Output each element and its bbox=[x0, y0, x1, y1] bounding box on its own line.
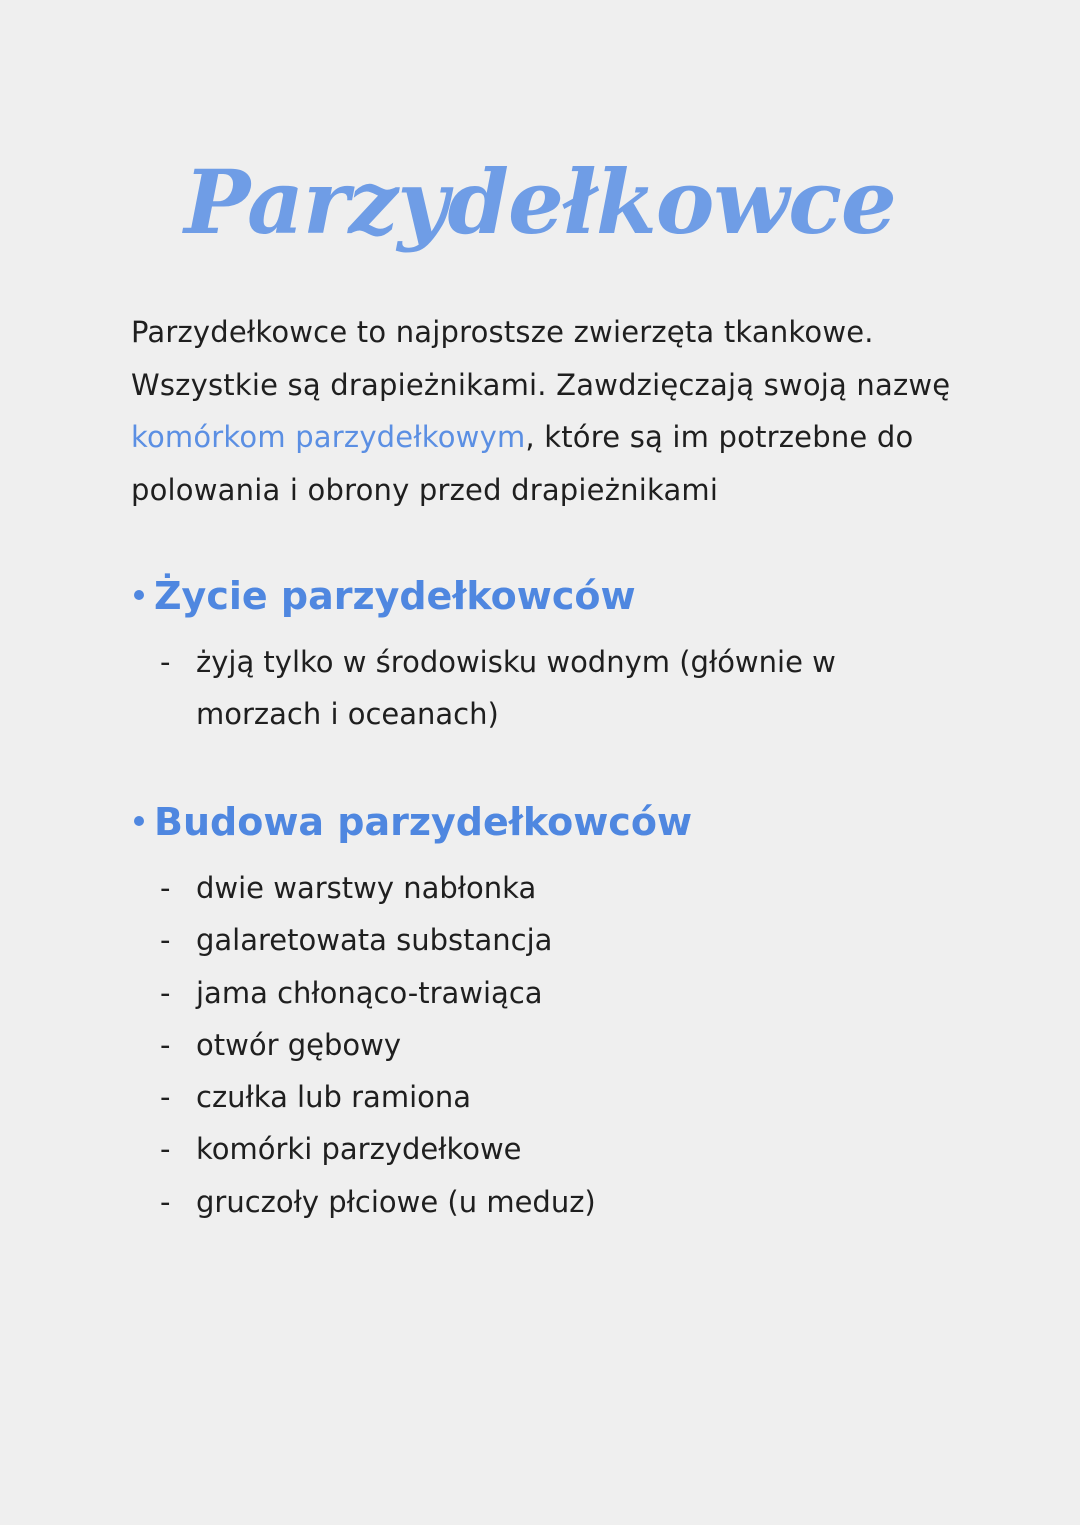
list-item bbox=[160, 914, 596, 966]
intro-text-1: Parzydełkowce to najprostsze zwierzęta tkankowe. Wszystkie są drapieżnikami. Zawdzięczają swoją nazwę bbox=[131, 315, 951, 402]
list-item bbox=[160, 1019, 596, 1071]
list-item bbox=[160, 967, 596, 1019]
list-item-text: komórki parzydełkowe bbox=[196, 1132, 522, 1167]
list-budowa bbox=[160, 862, 596, 1228]
list-item bbox=[160, 1123, 596, 1175]
dash-icon: - bbox=[160, 1027, 171, 1062]
intro-text-2: , które są im potrzebne do polowania i obrony przed drapieżnikami bbox=[131, 420, 914, 507]
intro-paragraph bbox=[131, 306, 961, 516]
dash-icon: - bbox=[160, 1132, 171, 1167]
intro-highlight: komórkom parzydełkowym bbox=[131, 420, 526, 454]
section-heading-text: Budowa parzydełkowców bbox=[154, 800, 693, 844]
dash-icon: - bbox=[160, 1080, 171, 1115]
dash-icon: - bbox=[160, 923, 171, 958]
section-heading-text: Życie parzydełkowców bbox=[154, 574, 636, 618]
list-zycie bbox=[160, 636, 876, 741]
list-item bbox=[160, 862, 596, 914]
dash-icon: - bbox=[160, 871, 171, 905]
list-item-text: dwie warstwy nabłonka bbox=[196, 871, 537, 905]
bullet-dot-icon bbox=[134, 816, 144, 826]
page-title: Parzydełkowce bbox=[184, 150, 896, 254]
section-heading-budowa bbox=[134, 800, 692, 846]
list-item bbox=[160, 1176, 596, 1228]
dash-icon: - bbox=[160, 975, 171, 1010]
list-item-text: jama chłonąco-trawiąca bbox=[196, 975, 543, 1010]
list-item bbox=[160, 1071, 596, 1123]
list-item bbox=[160, 636, 876, 741]
dash-icon: - bbox=[160, 645, 171, 679]
list-item-text: otwór gębowy bbox=[196, 1027, 401, 1062]
list-item-text: gruczoły płciowe (u meduz) bbox=[196, 1184, 596, 1219]
section-heading-zycie bbox=[134, 574, 636, 620]
list-item-text: żyją tylko w środowisku wodnym (głównie w morzach i oceanach) bbox=[196, 645, 836, 732]
list-item-text: galaretowata substancja bbox=[196, 923, 553, 958]
dash-icon: - bbox=[160, 1184, 171, 1219]
bullet-dot-icon bbox=[134, 590, 144, 600]
list-item-text: czułka lub ramiona bbox=[196, 1080, 472, 1115]
